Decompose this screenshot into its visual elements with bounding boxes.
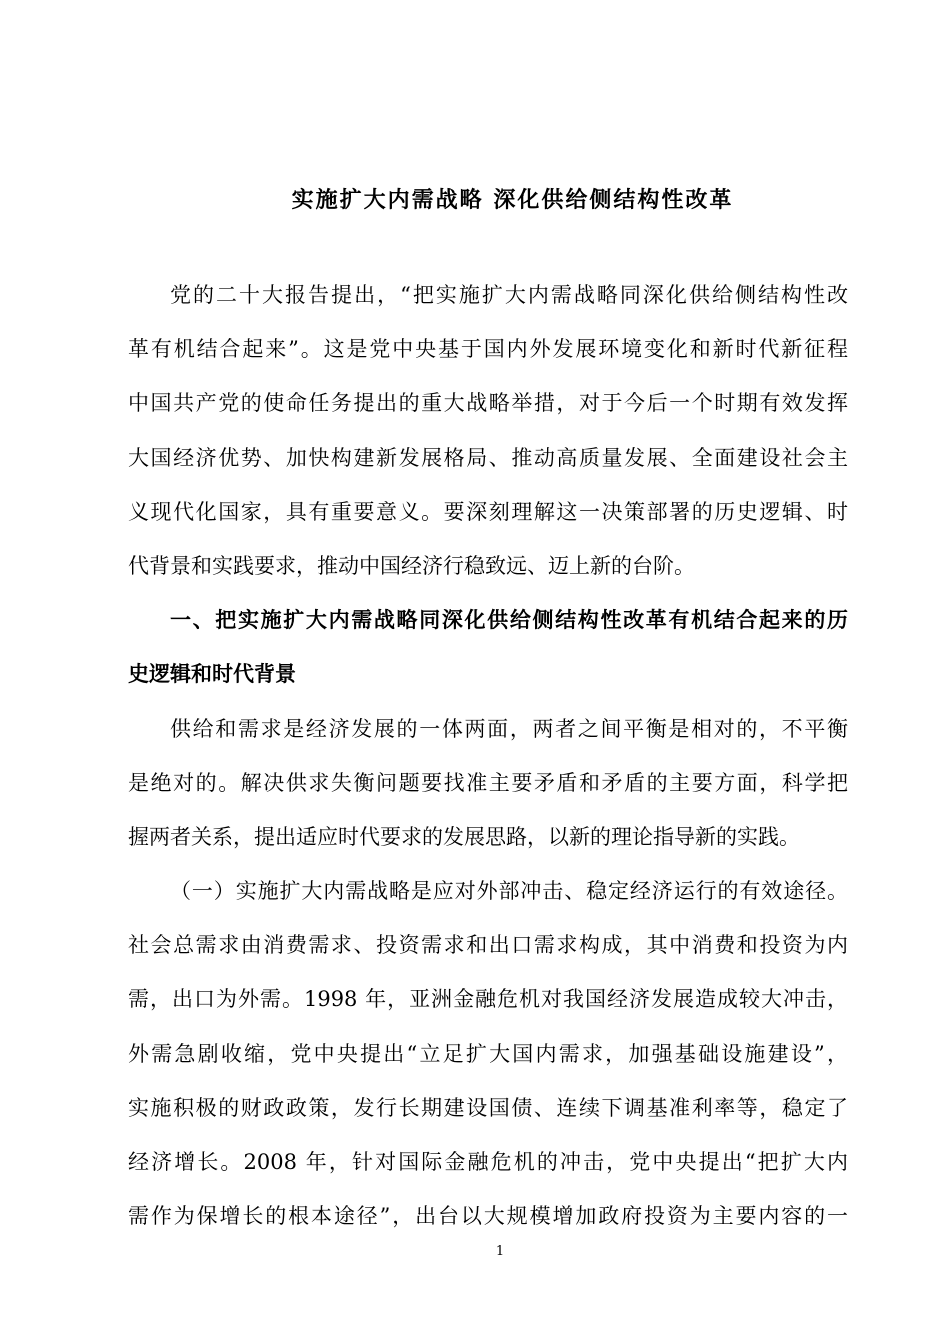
section-heading-line: 史逻辑和时代背景 — [128, 661, 296, 687]
subsection-heading-line: （一）实施扩大内需战略是应对外部冲击、稳定经济运行的有效途径。 — [170, 879, 848, 904]
body-line: 革有机结合起来”。这是党中央基于国内外发展环境变化和新时代新征程 — [128, 337, 848, 362]
body-line: 义现代化国家，具有重要意义。要深刻理解这一决策部署的历史逻辑、时 — [128, 499, 848, 524]
body-line: 党的二十大报告提出，“把实施扩大内需战略同深化供给侧结构性改 — [170, 283, 848, 307]
body-line: 实施积极的财政政策，发行长期建设国债、连续下调基准利率等，稳定了 — [128, 1095, 848, 1120]
document-body — [128, 277, 848, 1252]
section-heading-line: 一、把实施扩大内需战略同深化供给侧结构性改革有机结合起来的历 — [170, 607, 848, 633]
body-line: 供给和需求是经济发展的一体两面，两者之间平衡是相对的，不平衡 — [170, 716, 848, 741]
body-line: 需，出口为外需。1998 年，亚洲金融危机对我国经济发展造成较大冲击， — [128, 987, 848, 1012]
page-number: 1 — [495, 1244, 505, 1259]
document-title: 实施扩大内需战略 深化供给侧结构性改革 — [291, 187, 734, 213]
body-line: 握两者关系，提出适应时代要求的发展思路，以新的理论指导新的实践。 — [128, 824, 800, 849]
body-line: 中国共产党的使命任务提出的重大战略举措，对于今后一个时期有效发挥 — [128, 391, 848, 416]
body-line: 需作为保增长的根本途径”，出台以大规模增加政府投资为主要内容的一 — [128, 1204, 848, 1229]
body-line: 外需急剧收缩，党中央提出“立足扩大国内需求，加强基础设施建设”， — [128, 1041, 848, 1066]
body-line: 是绝对的。解决供求失衡问题要找准主要矛盾和矛盾的主要方面，科学把 — [128, 770, 848, 795]
body-line: 大国经济优势、加快构建新发展格局、推动高质量发展、全面建设社会主 — [128, 445, 848, 470]
body-line: 经济增长。2008 年，针对国际金融危机的冲击，党中央提出“把扩大内 — [128, 1150, 848, 1174]
body-line: 社会总需求由消费需求、投资需求和出口需求构成，其中消费和投资为内 — [128, 933, 848, 958]
body-line: 代背景和实践要求，推动中国经济行稳致远、迈上新的台阶。 — [128, 553, 695, 578]
